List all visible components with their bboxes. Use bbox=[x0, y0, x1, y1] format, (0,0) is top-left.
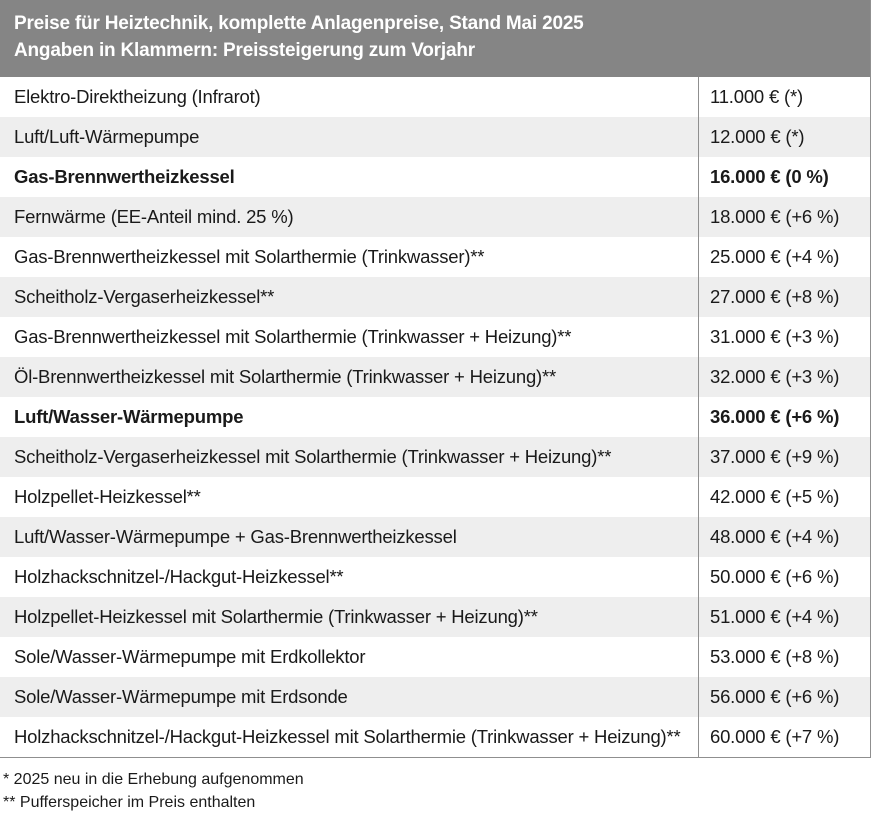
price-cell: 18.000 € (+6 %) bbox=[710, 206, 840, 227]
price-cell: 56.000 € (+6 %) bbox=[710, 686, 840, 707]
price-cell: 51.000 € (+4 %) bbox=[710, 606, 840, 627]
price-cell: 31.000 € (+3 %) bbox=[710, 326, 840, 347]
heating-type-cell: Holzpellet-Heizkessel** bbox=[14, 486, 201, 507]
heating-type-cell: Sole/Wasser-Wärmepumpe mit Erdkollektor bbox=[14, 646, 366, 667]
table-row bbox=[0, 157, 870, 197]
table-row bbox=[0, 117, 870, 157]
price-cell: 53.000 € (+8 %) bbox=[710, 646, 840, 667]
price-cell: 42.000 € (+5 %) bbox=[710, 486, 840, 507]
price-cell: 25.000 € (+4 %) bbox=[710, 246, 840, 267]
table-subtitle: Angaben in Klammern: Preissteigerung zum Vorjahr bbox=[14, 40, 475, 61]
price-cell: 11.000 € (*) bbox=[710, 86, 803, 107]
heating-type-cell: Elektro-Direktheizung (Infrarot) bbox=[14, 86, 261, 107]
heating-type-cell: Gas-Brennwertheizkessel bbox=[14, 166, 235, 187]
footnotes bbox=[3, 768, 304, 814]
price-cell: 12.000 € (*) bbox=[710, 126, 805, 147]
table-row bbox=[0, 477, 870, 517]
price-cell: 48.000 € (+4 %) bbox=[710, 526, 840, 547]
table-body bbox=[0, 77, 870, 757]
heating-type-cell: Luft/Luft-Wärmepumpe bbox=[14, 126, 200, 147]
heating-type-cell: Fernwärme (EE-Anteil mind. 25 %) bbox=[14, 206, 294, 227]
table-header bbox=[0, 0, 870, 77]
heating-type-cell: Scheitholz-Vergaserheizkessel** bbox=[14, 286, 275, 307]
heating-type-cell: Öl-Brennwertheizkessel mit Solarthermie (Trinkwasser + Heizung)** bbox=[14, 366, 557, 387]
heating-type-cell: Sole/Wasser-Wärmepumpe mit Erdsonde bbox=[14, 686, 348, 707]
price-cell: 50.000 € (+6 %) bbox=[710, 566, 840, 587]
table-row bbox=[0, 717, 870, 757]
heating-type-cell: Luft/Wasser-Wärmepumpe + Gas-Brennwertheizkessel bbox=[14, 526, 457, 547]
table-row bbox=[0, 637, 870, 677]
table-row bbox=[0, 597, 870, 637]
table-row bbox=[0, 317, 870, 357]
price-cell: 37.000 € (+9 %) bbox=[710, 446, 840, 467]
table-row bbox=[0, 517, 870, 557]
heating-type-cell: Luft/Wasser-Wärmepumpe bbox=[14, 406, 244, 427]
table-row bbox=[0, 357, 870, 397]
table-row bbox=[0, 277, 870, 317]
heating-type-cell: Holzhackschnitzel-/Hackgut-Heizkessel mit Solarthermie (Trinkwasser + Heizung)** bbox=[14, 726, 681, 747]
price-cell: 27.000 € (+8 %) bbox=[710, 286, 840, 307]
heating-type-cell: Holzpellet-Heizkessel mit Solarthermie (Trinkwasser + Heizung)** bbox=[14, 606, 538, 627]
table-row bbox=[0, 197, 870, 237]
table-row bbox=[0, 437, 870, 477]
heating-type-cell: Gas-Brennwertheizkessel mit Solarthermie (Trinkwasser)** bbox=[14, 246, 485, 267]
price-cell: 32.000 € (+3 %) bbox=[710, 366, 840, 387]
table-row bbox=[0, 677, 870, 717]
heating-type-cell: Holzhackschnitzel-/Hackgut-Heizkessel** bbox=[14, 566, 344, 587]
heating-type-cell: Scheitholz-Vergaserheizkessel mit Solarthermie (Trinkwasser + Heizung)** bbox=[14, 446, 612, 467]
price-cell: 16.000 € (0 %) bbox=[710, 166, 829, 187]
table-row bbox=[0, 557, 870, 597]
footnote-buffer-tank: ** Pufferspeicher im Preis enthalten bbox=[3, 794, 256, 811]
table-row bbox=[0, 397, 870, 437]
footnote-new-2025: * 2025 neu in die Erhebung aufgenommen bbox=[3, 771, 304, 788]
table-row bbox=[0, 77, 870, 117]
table-bottom-border bbox=[0, 757, 870, 758]
price-cell: 60.000 € (+7 %) bbox=[710, 726, 840, 747]
heating-type-cell: Gas-Brennwertheizkessel mit Solarthermie (Trinkwasser + Heizung)** bbox=[14, 326, 572, 347]
table-row bbox=[0, 237, 870, 277]
price-cell: 36.000 € (+6 %) bbox=[710, 406, 840, 427]
table-title: Preise für Heiztechnik, komplette Anlagenpreise, Stand Mai 2025 bbox=[14, 13, 584, 34]
